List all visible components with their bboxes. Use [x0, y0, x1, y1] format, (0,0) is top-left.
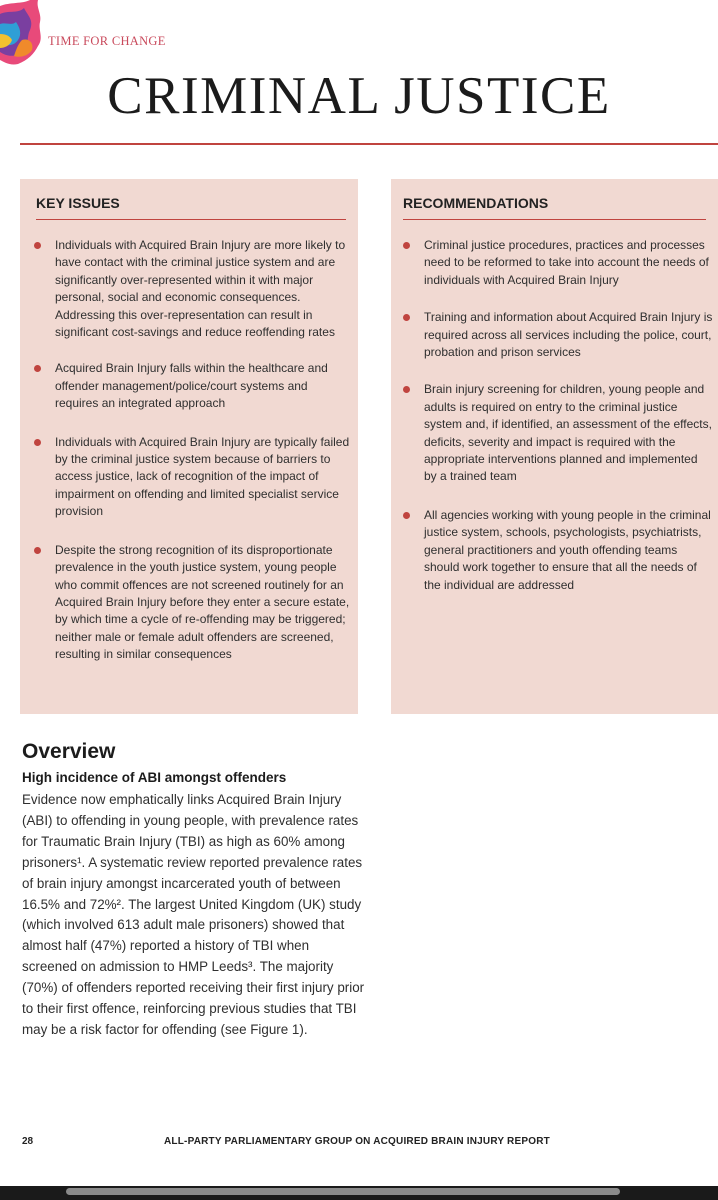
- recommendation-text: All agencies working with young people in the criminal justice system, schools, psychologists, psychiatrists, general practitioners and youth offending teams should work together to ensure that all the needs of the individual are addressed: [424, 507, 711, 592]
- recommendation-item: [401, 381, 713, 485]
- report-title-footer: ALL-PARTY PARLIAMENTARY GROUP ON ACQUIRED BRAIN INJURY REPORT: [164, 1136, 550, 1147]
- overview-subheading: High incidence of ABI amongst offenders: [22, 770, 287, 785]
- recommendations-divider: [403, 219, 706, 220]
- page-title: CRIMINAL JUSTICE: [107, 67, 611, 125]
- bullet-icon: [34, 547, 41, 554]
- key-issue-item: [32, 237, 350, 341]
- bullet-icon: [403, 314, 410, 321]
- key-issues-list: [32, 237, 350, 664]
- bullet-icon: [403, 386, 410, 393]
- key-issue-item: [32, 542, 350, 664]
- recommendation-item: [401, 309, 713, 361]
- overview-heading: Overview: [22, 740, 116, 763]
- bullet-icon: [34, 242, 41, 249]
- recommendation-text: Brain injury screening for children, young people and adults is required on entry to the criminal justice system and, if identified, an assessment of the effects, deficits, severity and impact is required with the appropriate interventions planned and implemented by a trained team: [424, 382, 712, 484]
- brand-name: TIME FOR CHANGE: [48, 34, 166, 48]
- recommendation-text: Training and information about Acquired Brain Injury is required across all services including the police, court, probation and prison services: [424, 310, 713, 360]
- bullet-icon: [34, 439, 41, 446]
- title-divider: [20, 143, 718, 145]
- bullet-icon: [34, 365, 41, 372]
- key-issue-text: Despite the strong recognition of its disproportionate prevalence in the youth justice system, young people who commit offences are not screened routinely for an Acquired Brain Injury before they enter a secure estate, by which time a cycle of re-offending may be triggered; neither male or female adult offenders are screened, resulting in similar consequences: [55, 542, 350, 662]
- recommendations-heading: RECOMMENDATIONS: [403, 195, 549, 211]
- key-issue-text: Individuals with Acquired Brain Injury are typically failed by the criminal justice system because of barriers to access justice, lack of recognition of the impact of impairment on offending and limited specialist service provision: [55, 434, 350, 519]
- recommendations-list: [401, 237, 713, 594]
- page-number: 28: [22, 1136, 34, 1147]
- key-issues-panel: [20, 179, 358, 714]
- bullet-icon: [403, 512, 410, 519]
- key-issue-text: Acquired Brain Injury falls within the healthcare and offender management/police/court systems and requires an integrated approach: [55, 361, 328, 411]
- key-issues-heading: KEY ISSUES: [36, 195, 120, 211]
- key-issue-text: Individuals with Acquired Brain Injury are more likely to have contact with the criminal justice system and are significantly over-represented within it with major personal, social and economic consequences. Addressing this over-representation can result in significant cost-savings and reduce reoffending rates: [55, 238, 346, 340]
- recommendation-item: [401, 507, 713, 594]
- key-issue-item: [32, 434, 350, 521]
- bullet-icon: [403, 242, 410, 249]
- recommendation-text: Criminal justice procedures, practices and processes need to be reformed to take into account the needs of individuals with Acquired Brain Injury: [424, 238, 709, 287]
- overview-body: Evidence now emphatically links Acquired Brain Injury (ABI) to offending in young people, with prevalence rates for Traumatic Brain Injury (TBI) as high as 60% among prisoners¹. A systematic review reported prevalence rates of brain injury amongst incarcerated youth of between 16.5% and 72%². The largest United Kingdom (UK) study (which involved 613 adult male prisoners) showed that almost half (47%) reported a history of TBI when screened on admission to HMP Leeds³. The majority (70%) of offenders reported receiving their first injury prior to their first offence, reinforcing previous studies that TBI may be a risk factor for offending (see Figure 1).: [22, 792, 365, 1037]
- key-issue-item: [32, 360, 350, 412]
- recommendations-panel: [391, 179, 718, 714]
- scrollbar-thumb[interactable]: [66, 1188, 620, 1195]
- recommendation-item: [401, 237, 713, 289]
- key-issues-divider: [36, 219, 346, 220]
- time-for-change-logo: [0, 0, 46, 66]
